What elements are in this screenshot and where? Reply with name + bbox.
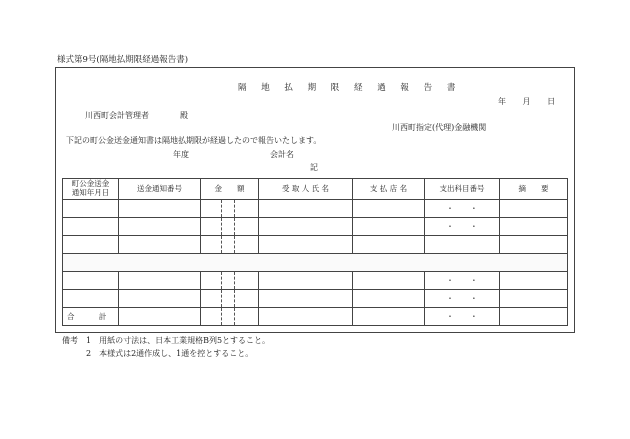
header-notice-date: 町公金送金 通知年月日	[63, 179, 119, 200]
total-label: 合 計	[63, 308, 119, 326]
header-recipient-name: 受 取 人 氏 名	[259, 179, 353, 200]
table-total-row	[63, 308, 568, 326]
report-title: 隔 地 払 期 限 経 過 報 告 書	[238, 83, 462, 93]
code-dots: ・ ・	[425, 272, 500, 290]
table-row	[63, 236, 568, 254]
code-dots: ・ ・	[425, 218, 500, 236]
note-2: 2 本様式は2通作成し、1通を控とすること。	[86, 349, 254, 358]
honorific: 殿	[180, 111, 188, 120]
report-table	[62, 178, 568, 326]
note-1: 備考 1 用紙の寸法は、日本工業規格B列5とすること。	[62, 336, 271, 345]
account-label: 会計名	[270, 150, 294, 159]
header-remarks: 摘 要	[500, 179, 568, 200]
table-row	[63, 200, 568, 218]
intro-text: 下記の町公金送金通知書は隔地払期限が経過したので報告いたします。	[66, 136, 322, 145]
header-amount: 金 額	[201, 179, 259, 200]
code-dots: ・ ・	[425, 308, 500, 326]
table-row	[63, 272, 568, 290]
table-row	[63, 290, 568, 308]
header-notice-number: 送金通知番号	[119, 179, 201, 200]
header-expenditure-code: 支出科目番号	[425, 179, 500, 200]
code-dots: ・ ・	[425, 290, 500, 308]
addressee: 川西町会計管理者	[85, 111, 149, 120]
header-branch-name: 支 払 店 名	[353, 179, 425, 200]
date-line: 年 月 日	[498, 97, 556, 106]
table-gap	[63, 254, 568, 272]
form-number-label: 様式第9号(隔地払期限経過報告書)	[57, 55, 189, 65]
table-header-row	[63, 179, 568, 200]
bank-name: 川西町指定(代理)金融機関	[392, 123, 487, 132]
year-label: 年度	[173, 150, 189, 159]
table-row	[63, 218, 568, 236]
ki-label: 記	[310, 163, 318, 172]
code-dots: ・ ・	[425, 200, 500, 218]
